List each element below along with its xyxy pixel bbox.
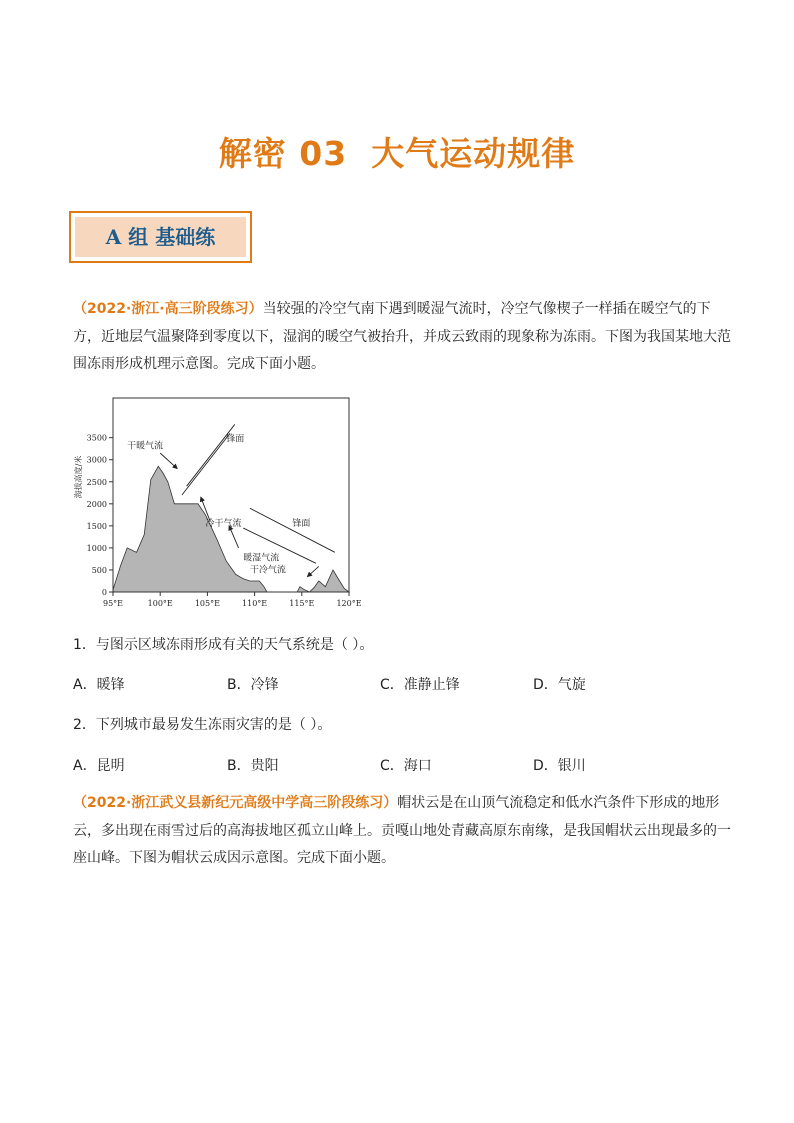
- passage-2: [73, 790, 733, 873]
- label-front-1: 锋面: [226, 434, 245, 445]
- y-tick-label: 0: [101, 588, 107, 597]
- x-tick-label: 115°E: [289, 599, 315, 608]
- question-2-option-c[interactable]: C．海口: [380, 758, 432, 774]
- warm-dry-flow-arrow: [160, 453, 177, 468]
- title-code: 解密 03: [218, 134, 348, 173]
- section-label-box: [69, 211, 252, 263]
- passage-2-text: 帽状云是在山顶气流稳定和低水汽条件下形成的地形云，多出现在雨雪过后的高海拔地区孤立山峰上。贡嘎山地处青藏高原东南缘，是我国帽状云出现最多的一座山峰。下图为帽状云成因示意图。完成下面小题。: [73, 795, 731, 866]
- passage-1-source: （2022·浙江·高三阶段练习）: [73, 301, 263, 317]
- y-tick-label: 1000: [86, 543, 107, 553]
- label-warm-dry-flow: 干暖气流: [127, 441, 164, 452]
- y-tick-label: 1500: [86, 521, 107, 531]
- y-tick-label: 2500: [86, 477, 107, 487]
- front-2-line-a: [250, 508, 335, 552]
- page-title: [0, 128, 794, 175]
- x-tick-label: 120°E: [336, 599, 362, 608]
- question-2-option-b[interactable]: B．贵阳: [227, 758, 279, 774]
- question-1-option-a[interactable]: A．暖锋: [73, 677, 125, 693]
- label-front-2: 锋面: [292, 518, 311, 529]
- question-2-option-a[interactable]: A．昆明: [73, 758, 125, 774]
- question-1-stem: 1．与图示区域冻雨形成有关的天气系统是（ ）。: [73, 637, 374, 653]
- question-1-option-c[interactable]: C．准静止锋: [380, 677, 460, 693]
- warm-moist-flow-arrow: [229, 526, 238, 548]
- section-label: A 组 基础练: [75, 217, 246, 257]
- dry-cold-flow-arrow: [307, 566, 318, 576]
- label-dry-cold-flow: 干冷气流: [249, 565, 286, 576]
- x-tick-label: 105°E: [194, 599, 220, 608]
- question-2-option-d[interactable]: D．银川: [533, 758, 586, 774]
- x-tick-label: 100°E: [147, 599, 173, 608]
- question-2-stem: 2．下列城市最易发生冻雨灾害的是（ ）。: [73, 717, 332, 733]
- y-tick-label: 3000: [86, 455, 107, 465]
- front-1-line-a: [182, 433, 230, 495]
- y-tick-label: 500: [91, 565, 107, 575]
- x-tick-label: 110°E: [242, 599, 268, 608]
- x-tick-label: 95°E: [102, 599, 124, 608]
- passage-1: [73, 296, 733, 379]
- y-tick-label: 3500: [86, 433, 107, 443]
- freezing-rain-diagram: [70, 393, 370, 615]
- y-axis-label: 海拔高度/米: [74, 455, 83, 499]
- question-1-option-d[interactable]: D．气旋: [533, 677, 586, 693]
- label-cold-dry-flow: 冷干气流: [205, 518, 242, 529]
- passage-2-source: （2022·浙江武义县新纪元高级中学高三阶段练习）: [73, 795, 398, 811]
- y-tick-label: 2000: [86, 499, 107, 509]
- label-warm-moist-flow: 暖湿气流: [243, 553, 280, 564]
- question-1-option-b[interactable]: B．冷锋: [227, 677, 279, 693]
- passage-1-text: 当较强的冷空气南下遇到暖湿气流时，冷空气像楔子一样插在暖空气的下方，近地层气温聚降到零度以下，湿润的暖空气被抬升，并成云致雨的现象称为冻雨。下图为我国某地大范围冻雨形成机理示意图。完成下面小题。: [73, 301, 731, 372]
- title-topic: 大气运动规律: [371, 134, 576, 173]
